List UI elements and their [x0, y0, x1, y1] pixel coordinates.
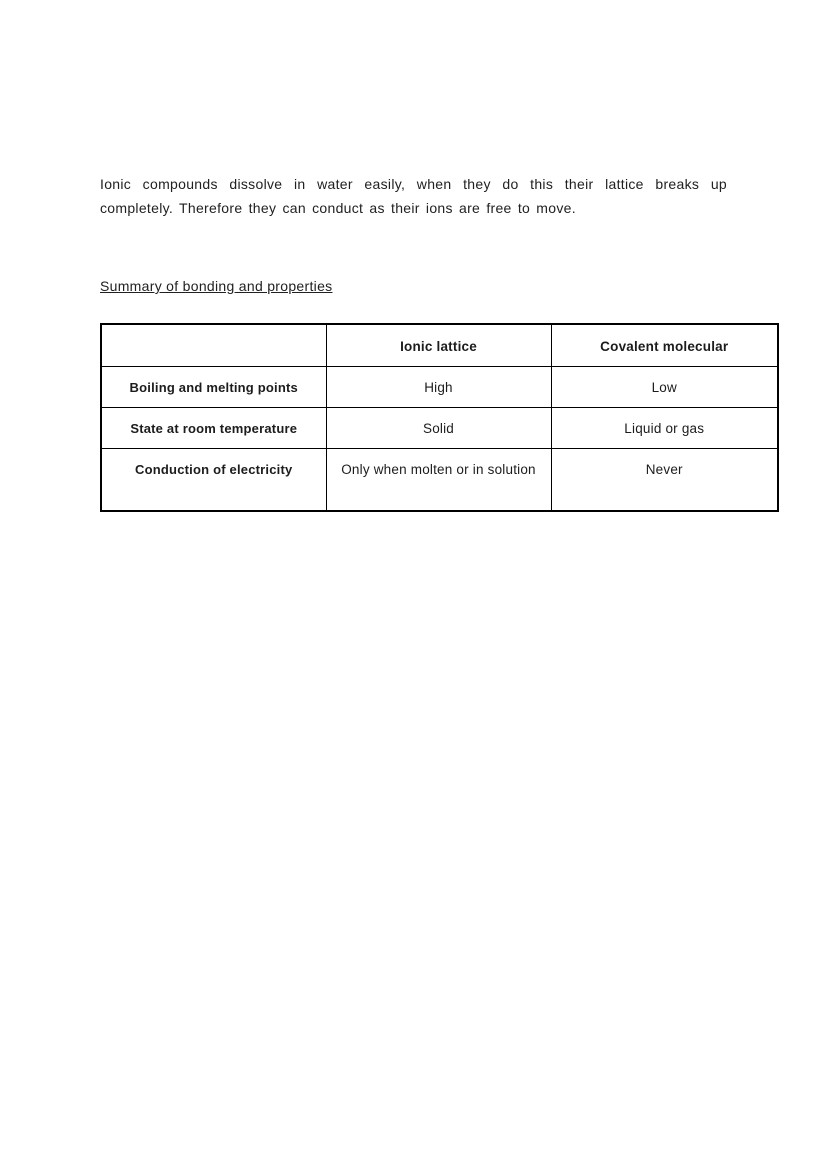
table-row-boiling-melting: [101, 367, 778, 408]
document-content: [100, 172, 777, 512]
cell-covalent-state-room-temp: Liquid or gas: [551, 408, 778, 449]
cell-covalent-boiling-melting: Low: [551, 367, 778, 408]
cell-ionic-boiling-melting: High: [326, 367, 551, 408]
row-label-boiling-melting: Boiling and melting points: [101, 367, 326, 408]
table-header-ionic-lattice: Ionic lattice: [326, 324, 551, 367]
section-heading: Summary of bonding and properties: [100, 278, 333, 294]
table-header-row: [101, 324, 778, 367]
cell-ionic-state-room-temp: Solid: [326, 408, 551, 449]
paragraph-ionic-compounds: Ionic compounds dissolve in water easily, when they do this their lattice breaks up completely. Therefore they can conduct as their ions are free to move.: [100, 176, 727, 216]
row-label-state-room-temp: State at room temperature: [101, 408, 326, 449]
table-header-empty-cell: [101, 324, 326, 367]
row-label-conduction: Conduction of electricity: [101, 449, 326, 511]
bonding-properties-table: [100, 323, 779, 512]
cell-covalent-conduction: Never: [551, 449, 778, 511]
table-header-covalent-molecular: Covalent molecular: [551, 324, 778, 367]
cell-ionic-conduction: Only when molten or in solution: [326, 449, 551, 511]
table-row-state-room-temp: [101, 408, 778, 449]
table-row-conduction: [101, 449, 778, 511]
